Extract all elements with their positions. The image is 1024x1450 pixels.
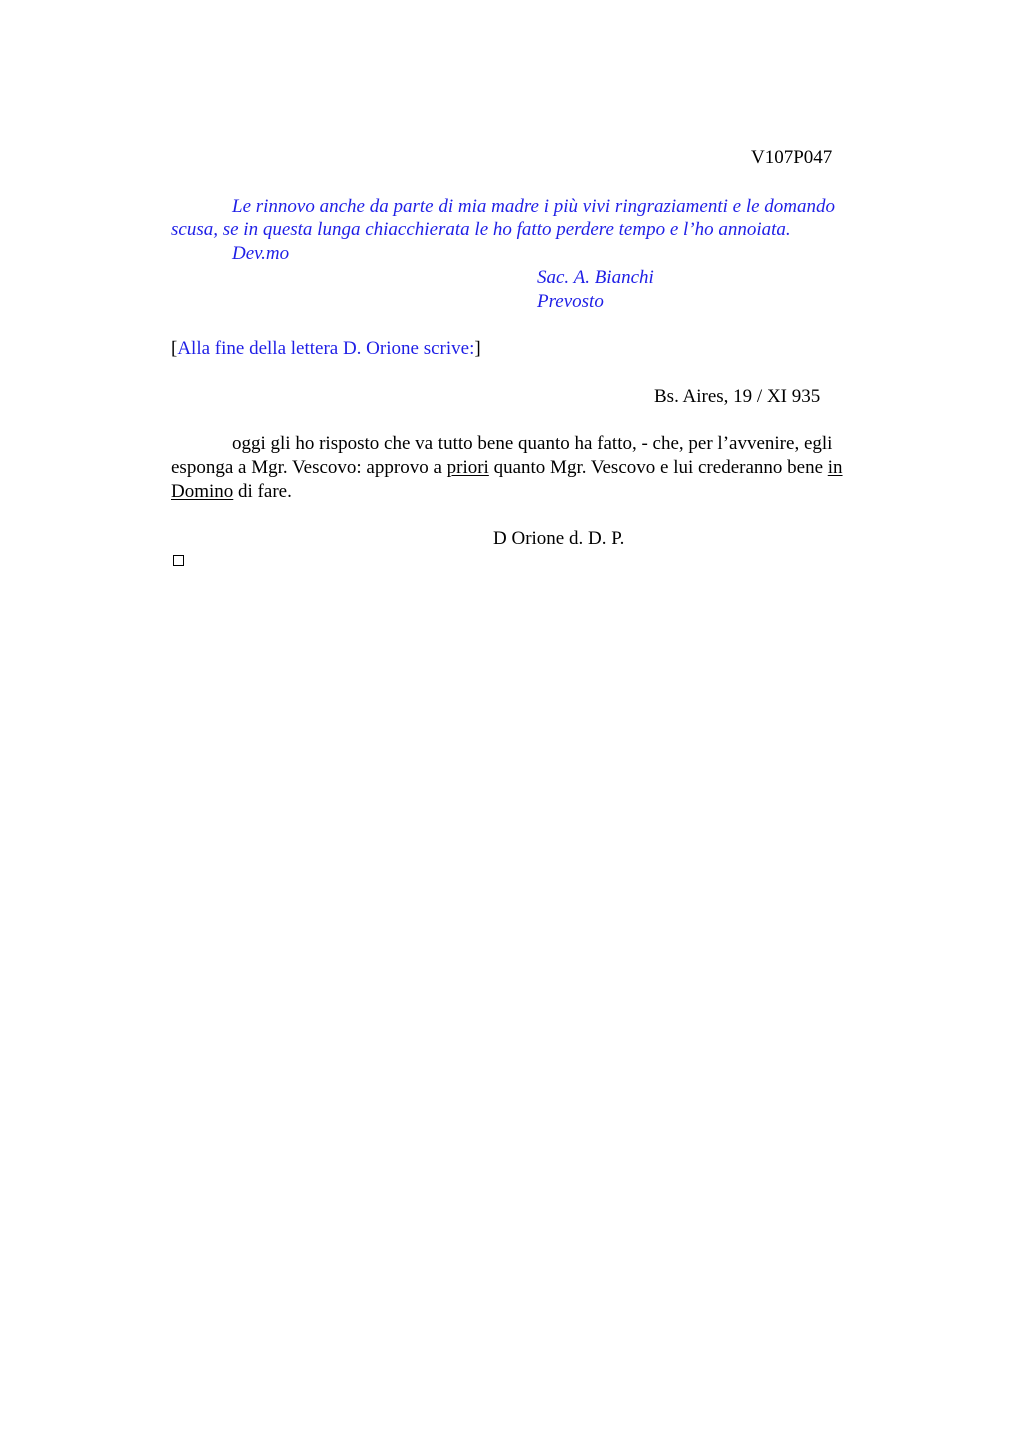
reply-place-date: Bs. Aires, 19 / XI 935 — [654, 386, 821, 407]
reply-underlined-in: in — [827, 457, 843, 478]
reply-underlined-priori: priori — [446, 457, 489, 478]
page-reference: V107P047 — [751, 147, 833, 168]
reply-line-1: oggi gli ho risposto che va tutto bene quanto ha fatto, - che, per l’avvenire, egli — [232, 433, 833, 454]
reply-line-2 — [171, 456, 843, 480]
reply-line-2-part-a: esponga a Mgr. Vescovo: approvo a — [171, 457, 447, 478]
letter-salutation: Dev.mo — [232, 243, 290, 264]
letter-closing-line-2: scusa, se in questa lunga chiacchierata le ho fatto perdere tempo e l’ho annoiata. — [171, 219, 791, 240]
reply-line-3-part-b: di fare. — [233, 481, 292, 502]
editor-note-open-bracket: [ — [171, 338, 178, 359]
reply-signature: D Orione d. D. P. — [493, 528, 625, 549]
reply-underlined-domino: Domino — [171, 481, 234, 502]
reply-line-3 — [171, 480, 292, 504]
letter-closing-line-1: Le rinnovo anche da parte di mia madre i più vivi ringraziamenti e le domando — [232, 196, 835, 217]
letter-signer-name: Sac. A. Bianchi — [537, 267, 654, 288]
letter-signer-title: Prevosto — [537, 291, 604, 312]
editor-note — [171, 337, 481, 361]
empty-square-icon — [173, 555, 184, 566]
editor-note-close-bracket: ] — [474, 338, 481, 359]
editor-note-text: Alla fine della lettera D. Orione scrive: — [177, 338, 475, 359]
reply-line-2-part-b: quanto Mgr. Vescovo e lui crederanno bene — [488, 457, 828, 478]
